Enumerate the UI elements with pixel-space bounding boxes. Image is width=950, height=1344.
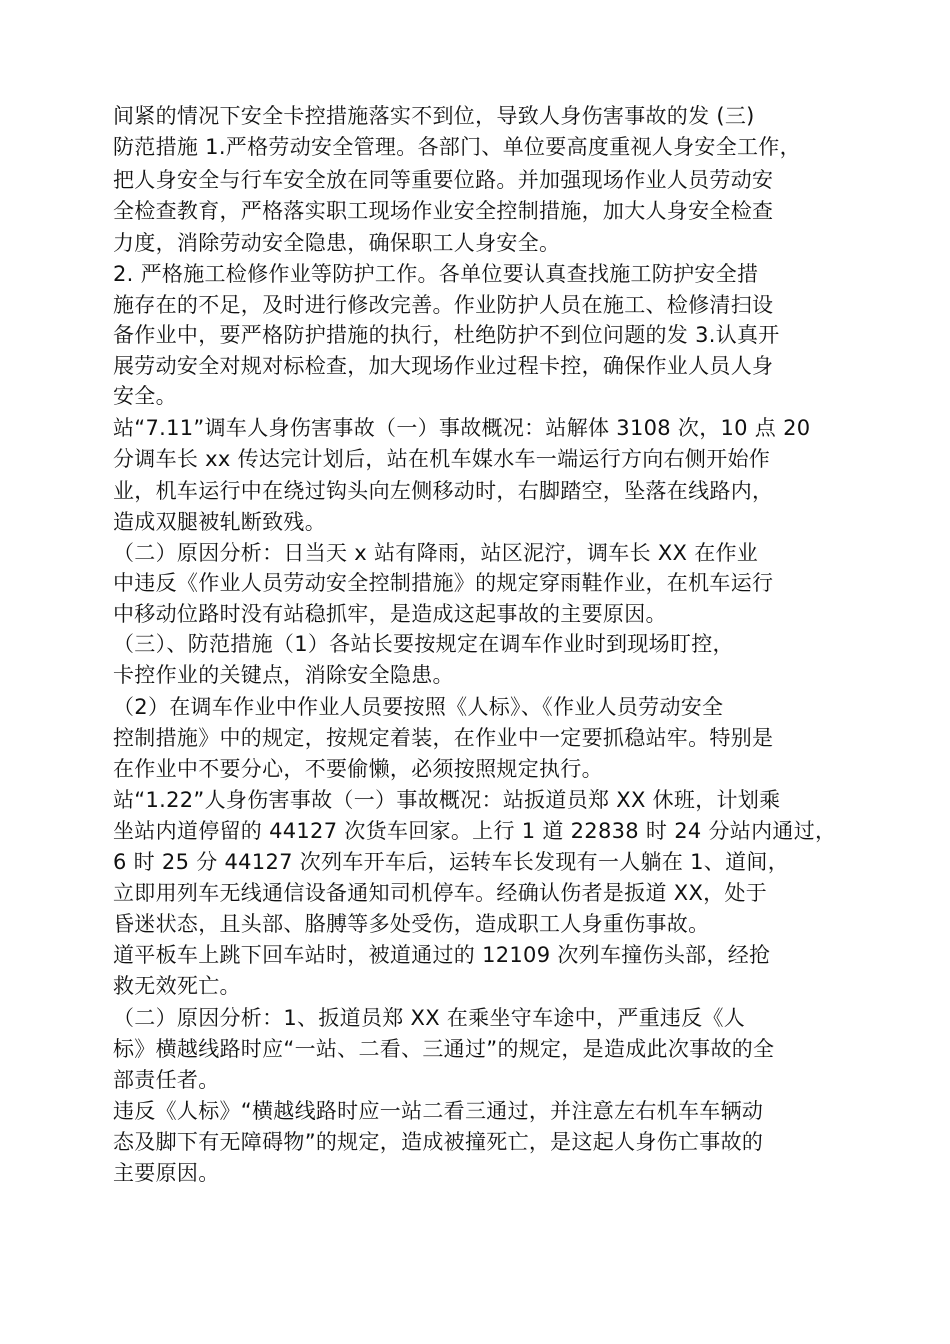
text-line: 2. 严格施工检修作业等防护工作。各单位要认真查找施工防护安全措 [113,262,759,286]
text-line: 展劳动安全对规对标检查，加大现场作业过程卡控，确保作业人员人身 [113,354,774,378]
text-line: 施存在的不足，及时进行修改完善。作业防护人员在施工、检修清扫设 [113,293,774,317]
text-line: 站“1.22”人身伤害事故（一）事故概况：站扳道员郑 XX 休班，计划乘 [113,788,781,812]
text-line: 态及脚下有无障碍物”的规定，造成被撞死亡，是这起人身伤亡事故的 [113,1130,764,1154]
text-line: 控制措施》中的规定，按规定着装，在作业中一定要抓稳站牢。特别是 [113,726,774,750]
text-line: 把人身安全与行车安全放在同等重要位路。并加强现场作业人员劳动安 [113,168,774,192]
text-line: 昏迷状态，且头部、胳膊等多处受伤，造成职工人身重伤事故。 [113,912,710,936]
text-line: 违反《人标》“横越线路时应一站二看三通过，并注意左右机车车辆动 [113,1099,764,1123]
text-line: （2）在调车作业中作业人员要按照《人标》、《作业人员劳动安全 [113,695,724,719]
text-line: 标》横越线路时应“一站、二看、三通过”的规定，是造成此次事故的全 [113,1037,775,1061]
text-line: 立即用列车无线通信设备通知司机停车。经确认伤者是扳道 XX，处于 [113,881,768,905]
text-line: 中违反《作业人员劳动安全控制措施》的规定穿雨鞋作业，在机车运行 [113,571,774,595]
text-line: 主要原因。 [113,1161,220,1185]
text-line: 卡控作业的关键点，消除安全隐患。 [113,663,454,687]
text-line: 6 时 25 分 44127 次列车开车后，运转车长发现有一人躺在 1、道间， [113,850,789,874]
text-line: 防范措施 1.严格劳动安全管理。各部门、单位要高度重视人身安全工作， [113,135,801,159]
text-line: 备作业中，要严格防护措施的执行，杜绝防护不到位问题的发 3.认真开 [113,323,780,347]
text-line: 中移动位路时没有站稳抓牢，是造成这起事故的主要原因。 [113,602,667,626]
text-line: 力度，消除劳动安全隐患，确保职工人身安全。 [113,231,561,255]
text-line: 救无效死亡。 [113,974,241,998]
text-line: （二）原因分析：日当天 x 站有降雨，站区泥泞，调车长 XX 在作业 [113,541,759,565]
text-line: 在作业中不要分心，不要偷懒，必须按照规定执行。 [113,757,603,781]
text-line: 道平板车上跳下回车站时，被道通过的 12109 次列车撞伤头部，经抢 [113,943,771,967]
text-line: 站“7.11”调车人身伤害事故（一）事故概况：站解体 3108 次，10 点 20 [113,416,811,440]
text-line: 全检查教育，严格落实职工现场作业安全控制措施，加大人身安全检查 [113,199,774,223]
text-line: （二）原因分析：1、扳道员郑 XX 在乘坐守车途中，严重违反《人 [113,1006,746,1030]
text-line: 间紧的情况下安全卡控措施落实不到位，导致人身伤害事故的发 (三) [113,104,755,128]
text-line: 分调车长 xx 传达完计划后，站在机车媒水车一端运行方向右侧开始作 [113,447,771,471]
text-line: 安全。 [113,384,177,408]
text-line: 业，机车运行中在绕过钩头向左侧移动时，右脚踏空，坠落在线路内， [113,479,774,503]
text-line: （三）、防范措施（1）各站长要按规定在调车作业时到现场盯控， [113,632,734,656]
text-line: 造成双腿被轧断致残。 [113,510,326,534]
text-line: 部责任者。 [113,1068,220,1092]
text-line: 坐站内道停留的 44127 次货车回家。上行 1 道 22838 时 24 分站内通过， [113,819,837,843]
